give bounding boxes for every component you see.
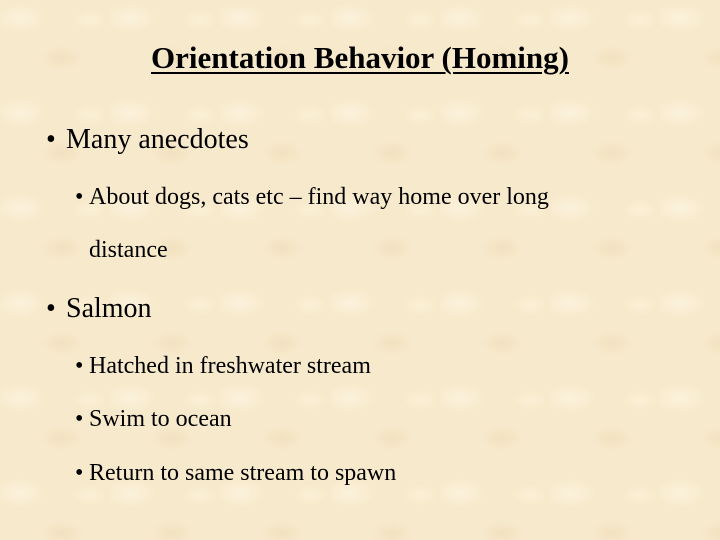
bullet-text: Hatched in freshwater stream	[89, 353, 371, 379]
bullet-dot-icon: •	[75, 460, 84, 486]
bullet-dot-icon: •	[46, 293, 56, 324]
bullet-text: Swim to ocean	[89, 406, 232, 432]
bullet-text: Return to same stream to spawn	[89, 460, 397, 486]
bullet-dot-icon: •	[75, 353, 84, 379]
bullet-text: About dogs, cats etc – find way home over long	[89, 184, 549, 210]
bullet-dot-icon: •	[75, 406, 84, 432]
sub-bullet-return	[75, 460, 396, 487]
sub-bullet-hatched	[75, 353, 371, 380]
sub-bullet-swim	[75, 406, 232, 433]
bullet-salmon	[46, 293, 152, 325]
bullet-text: Many anecdotes	[66, 124, 249, 155]
sub-bullet-continuation: distance	[89, 237, 168, 263]
bullet-text: Salmon	[66, 293, 152, 324]
bullet-dot-icon: •	[75, 184, 84, 210]
sub-bullet-dogs-cats	[75, 184, 549, 211]
slide-title: Orientation Behavior (Homing)	[151, 40, 569, 75]
bullet-many-anecdotes	[46, 124, 249, 156]
bullet-dot-icon: •	[46, 124, 56, 155]
